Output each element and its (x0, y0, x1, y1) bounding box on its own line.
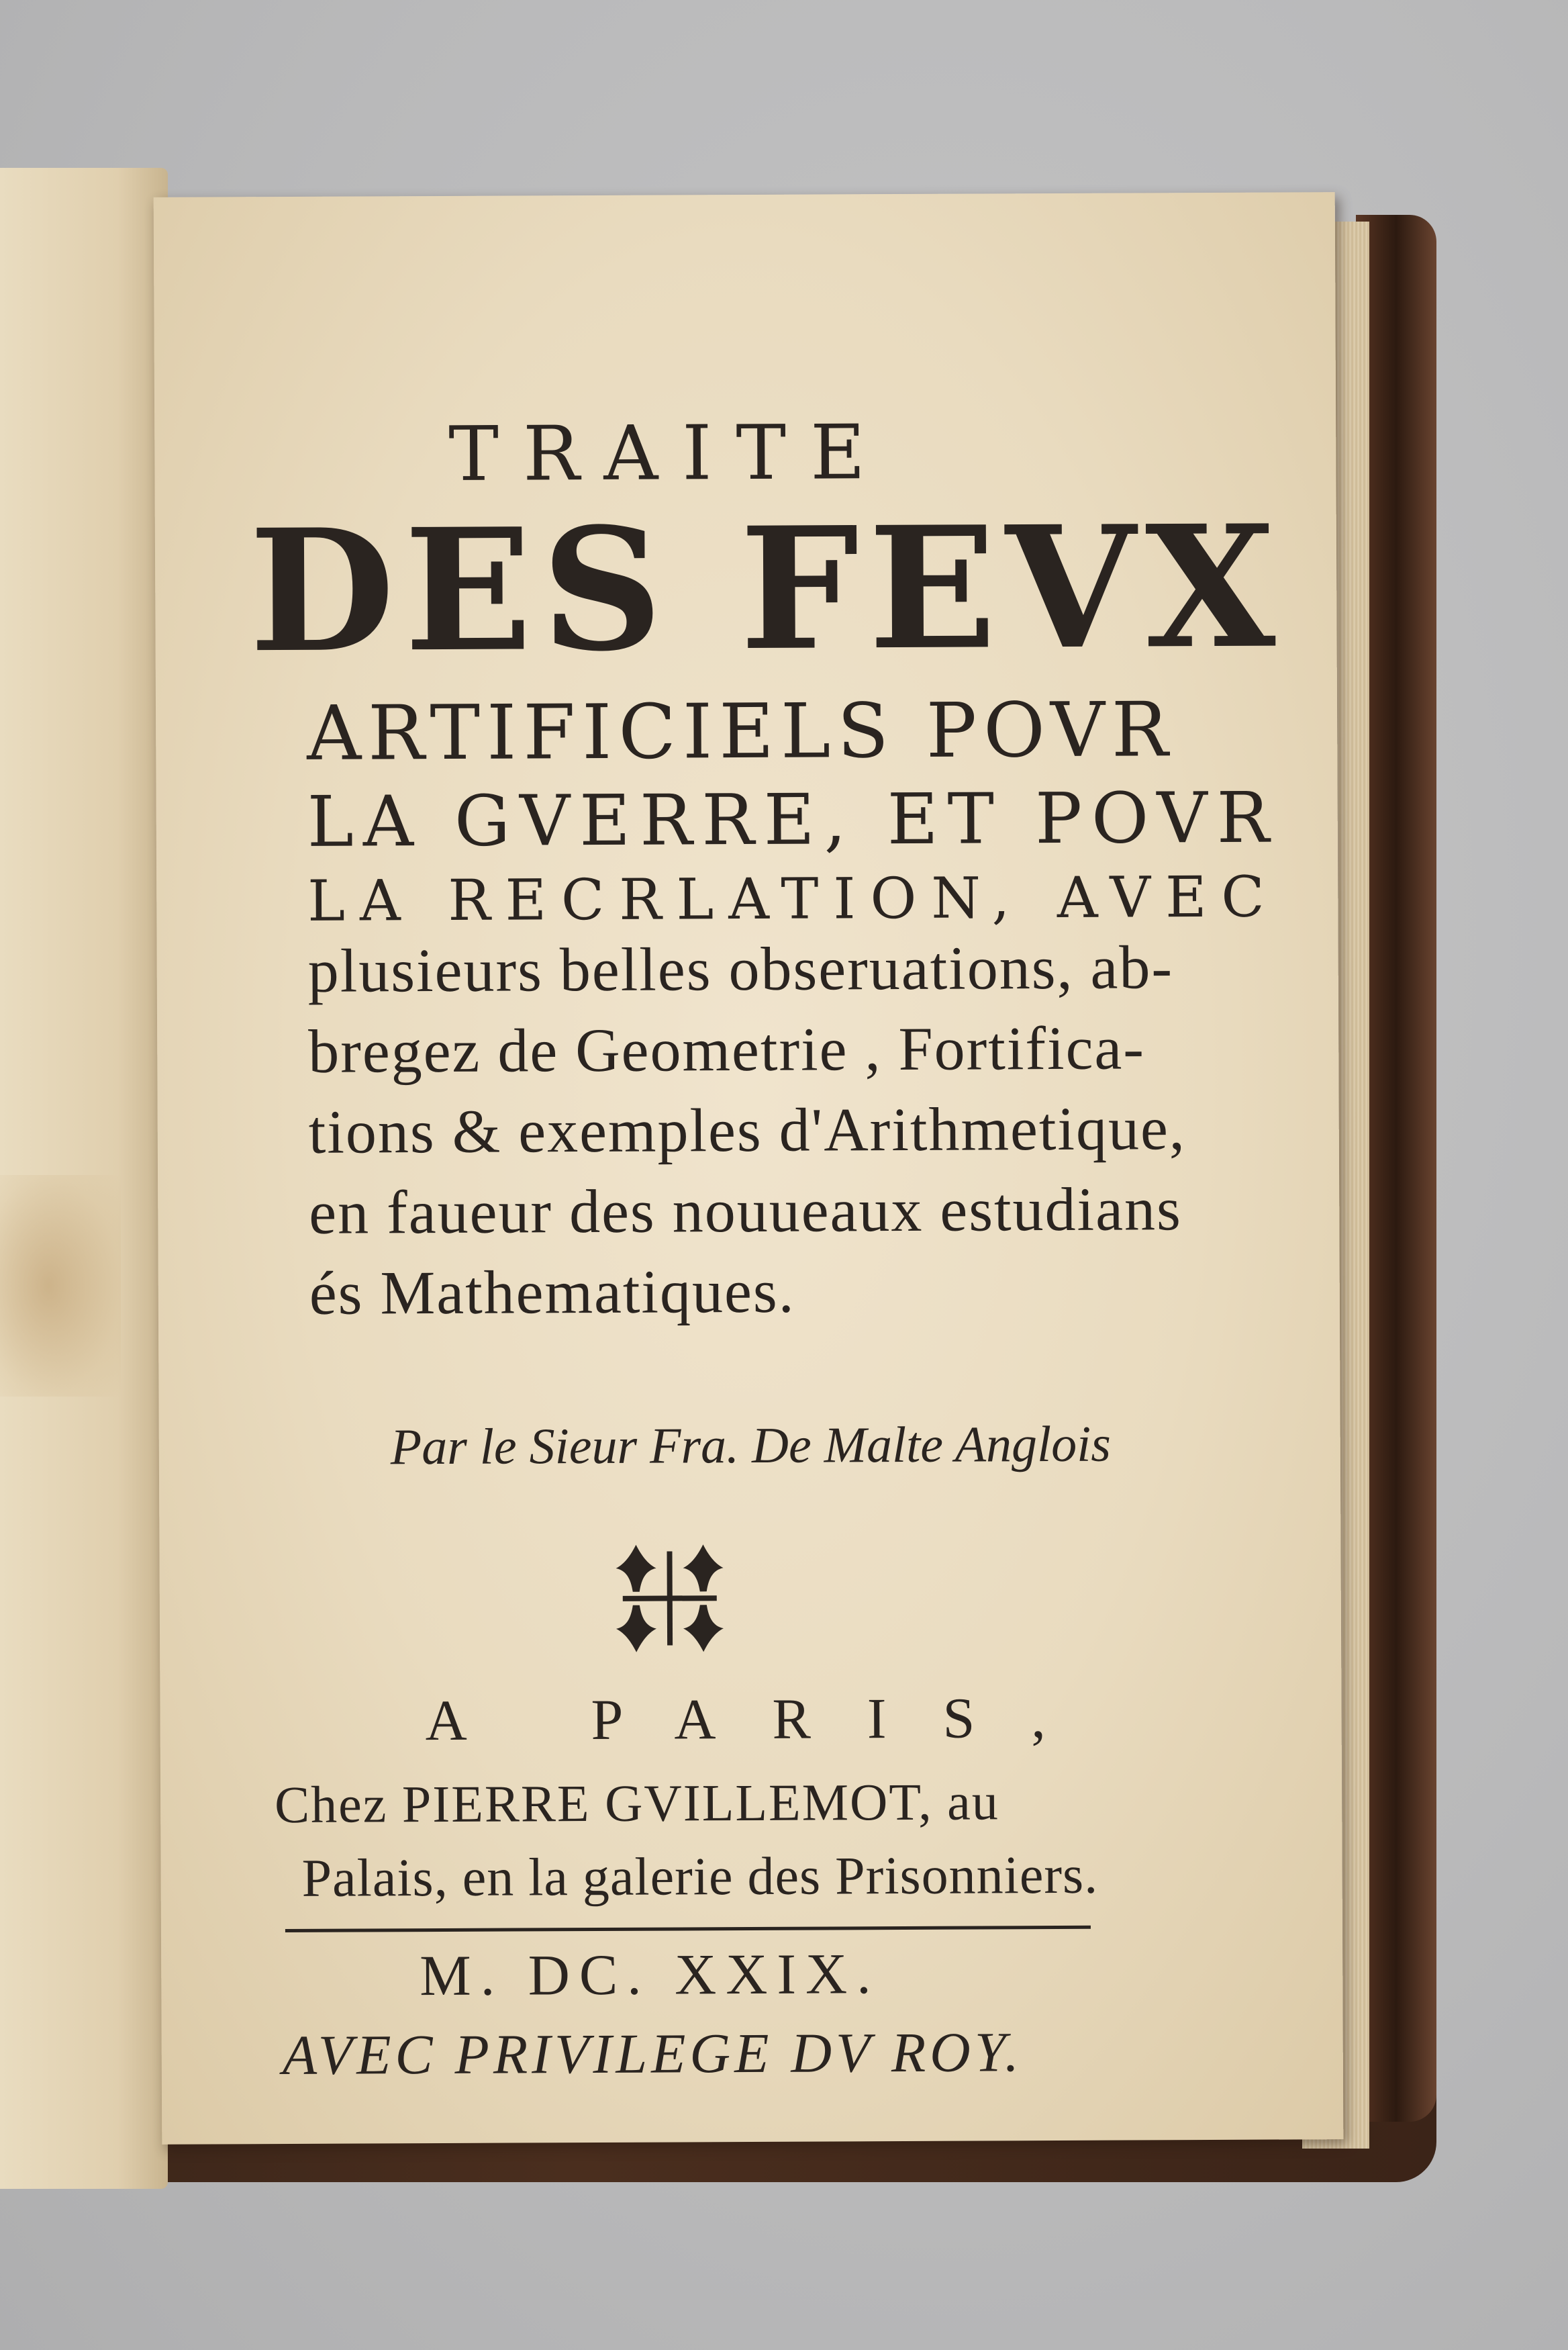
fleur-de-lis-ornament-icon (595, 1531, 744, 1666)
title-line-4: LA GVERRE, ET POVR (307, 776, 1279, 863)
imprint-printer-line-2: Palais, en la galerie des Prisonniers. (301, 1845, 1099, 1908)
body-line: plusieurs belles obseruations, ab- (307, 933, 1174, 1005)
body-line: és Mathematiques. (309, 1256, 795, 1327)
imprint-printer-line-1: Chez PIERRE GVILLEMOT, au (274, 1772, 1000, 1834)
imprint-rule (285, 1926, 1091, 1932)
title-page (154, 192, 1344, 2145)
title-line-1: TRAITE (448, 409, 890, 498)
body-line: tions & exemples d'Arithmetique, (308, 1094, 1187, 1166)
imprint-place: A PARIS, (425, 1685, 1103, 1753)
body-line: bregez de Geometrie , Fortifica- (308, 1013, 1146, 1086)
title-line-3: ARTIFICIELS POVR (306, 686, 1175, 778)
privilege-line: AVEC PRIVILEGE DV ROY. (282, 2021, 1024, 2087)
author-line: Par le Sieur Fra. De Malte Anglois (390, 1415, 1112, 1476)
title-line-2: DES FEVX (248, 487, 1285, 690)
title-line-5: LA RECRLATION, AVEC (307, 863, 1279, 934)
left-facing-page (0, 168, 168, 2189)
page-stain (0, 1175, 121, 1397)
body-line: en faueur des nouueaux estudians (309, 1174, 1182, 1247)
imprint-year: M. DC. XXIX. (420, 1941, 881, 2008)
